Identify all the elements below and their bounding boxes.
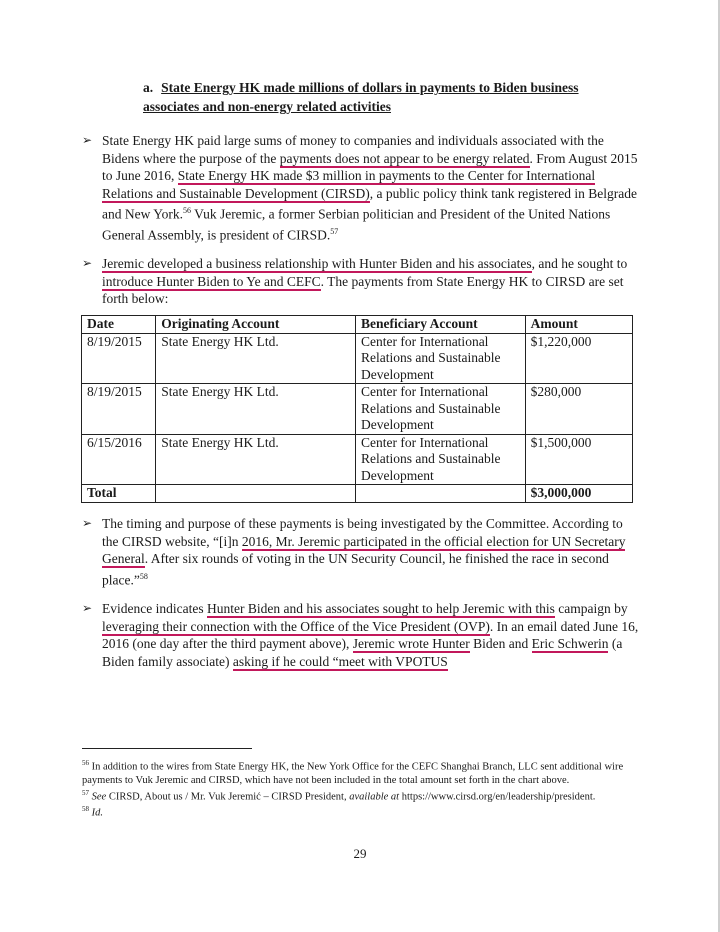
text-run: . From August 2015 to June 2016,: [102, 150, 638, 183]
table-row: [82, 333, 633, 384]
highlighted-text: Eric Schwerin: [531, 636, 609, 651]
cell-amount: $280,000: [525, 384, 632, 435]
footnote-ref: 56: [183, 206, 191, 215]
header-date: Date: [82, 316, 156, 334]
total-empty-cell: [156, 485, 356, 503]
section-number: a.: [143, 80, 154, 95]
text-run: . In an email dated June 16, 2016 (one day after the third payment above),: [102, 618, 639, 651]
cell-amount: $1,220,000: [525, 333, 632, 384]
highlighted-text: 2016, Mr. Jeremic participated in the official election for UN Secretary General: [102, 533, 626, 566]
highlighted-text: Jeremic wrote Hunter: [352, 636, 470, 651]
text-run: (a Biden family associate): [102, 636, 623, 669]
cell-amount: $1,500,000: [525, 434, 632, 485]
paragraph-text: [102, 515, 642, 589]
italic-text: available at: [349, 791, 400, 802]
highlighted-text: introduce Hunter Biden to Ye and CEFC: [102, 273, 321, 289]
cell-date: 8/19/2015: [82, 333, 156, 384]
text-run: , and he sought to: [531, 256, 628, 271]
page-number: 29: [353, 846, 367, 861]
footnote: [82, 803, 642, 820]
table-total-row: [82, 485, 633, 503]
paragraph-text: [102, 255, 642, 308]
text-run: State Energy HK paid large sums of money to companies and individuals associated with the Bidens where the purpose of the: [102, 133, 604, 166]
highlighted-text: asking if he could “meet with VPOTUS: [232, 653, 448, 669]
total-empty-cell: [355, 485, 525, 503]
section-title: State Energy HK made millions of dollars in payments to Biden business associates and non-energy related activities: [143, 80, 579, 114]
text-run: Biden and: [469, 636, 532, 651]
footnote-ref: 57: [330, 227, 339, 236]
bullet-arrow-icon: ➢: [82, 133, 93, 147]
header-beneficiary-account: Beneficiary Account: [355, 316, 525, 334]
total-label: Total: [82, 485, 156, 503]
paragraph-3: [82, 515, 642, 589]
total-amount: $3,000,000: [525, 485, 632, 503]
italic-text: See: [91, 791, 107, 802]
header-amount: Amount: [525, 316, 632, 334]
footnote: [82, 757, 642, 787]
payments-table: [81, 315, 633, 503]
footnote-number: 57: [82, 788, 89, 797]
table-row: [82, 384, 633, 435]
cell-originating-account: State Energy HK Ltd.: [156, 434, 356, 485]
text-run: campaign by: [554, 601, 628, 616]
italic-text: Id.: [91, 807, 103, 819]
bullet-arrow-icon: ➢: [82, 516, 93, 530]
highlighted-text: payments does not appear to be energy related: [279, 150, 530, 166]
highlighted-text: Jeremic developed a business relationship with Hunter Biden and his associates: [102, 256, 532, 271]
text-run: , a public policy think tank registered in Belgrade and New York.: [102, 185, 638, 222]
bullet-arrow-icon: ➢: [82, 601, 93, 615]
paragraph-2: [82, 255, 642, 308]
text-run: . The payments from State Energy HK to CIRSD are set forth below:: [102, 273, 624, 306]
footnote: [82, 787, 642, 804]
footnote-divider: [82, 748, 252, 749]
paragraph-1: [82, 132, 642, 244]
footnotes: [82, 757, 642, 820]
text-run: . After six rounds of voting in the UN Security Council, he finished the race in second place.”: [102, 551, 609, 587]
table-header-row: [82, 316, 633, 334]
cell-date: 8/19/2015: [82, 384, 156, 435]
highlighted-text: leveraging their connection with the Office of the Vice President (OVP): [102, 618, 490, 634]
cell-beneficiary-account: Center for International Relations and Sustainable Development: [355, 384, 525, 435]
cell-date: 6/15/2016: [82, 434, 156, 485]
header-originating-account: Originating Account: [156, 316, 356, 334]
paragraph-text: [102, 132, 642, 244]
text-run: CIRSD, About us / Mr. Vuk Jeremić – CIRSD President,: [106, 791, 350, 802]
cell-beneficiary-account: Center for International Relations and Sustainable Development: [355, 333, 525, 384]
cell-originating-account: State Energy HK Ltd.: [156, 384, 356, 435]
text-run: In addition to the wires from State Energy HK, the New York Office for the CEFC Shanghai Branch, LLC sent additional wire payments to Vuk Jeremic and CIRSD, which have not been included in the total amount set forth in the chart above.: [82, 761, 624, 786]
paragraph-text: [102, 600, 642, 670]
text-run: Vuk Jeremic, a former Serbian politician and President of the United Nations General Assembly, is president of CIRSD.: [102, 206, 611, 243]
table-row: [82, 434, 633, 485]
highlighted-text: Hunter Biden and his associates sought to help Jeremic with this: [206, 601, 555, 616]
paragraph-4: [82, 600, 642, 670]
cell-originating-account: State Energy HK Ltd.: [156, 333, 356, 384]
footnote-ref: 58: [139, 571, 148, 581]
footnote-number: 56: [82, 759, 89, 767]
section-heading: [143, 78, 623, 116]
footnote-number: 58: [82, 805, 89, 813]
text-run: https://www.cirsd.org/en/leadership/president.: [399, 791, 596, 802]
text-run: The timing and purpose of these payments is being investigated by the Committee. According to the CIRSD website, “[i]n: [102, 516, 623, 549]
cell-beneficiary-account: Center for International Relations and Sustainable Development: [355, 434, 525, 485]
text-run: Evidence indicates: [102, 601, 207, 616]
bullet-arrow-icon: ➢: [82, 256, 93, 270]
highlighted-text: State Energy HK made $3 million in payments to the Center for International Relations and Sustainable Development (CIRSD): [102, 168, 596, 201]
